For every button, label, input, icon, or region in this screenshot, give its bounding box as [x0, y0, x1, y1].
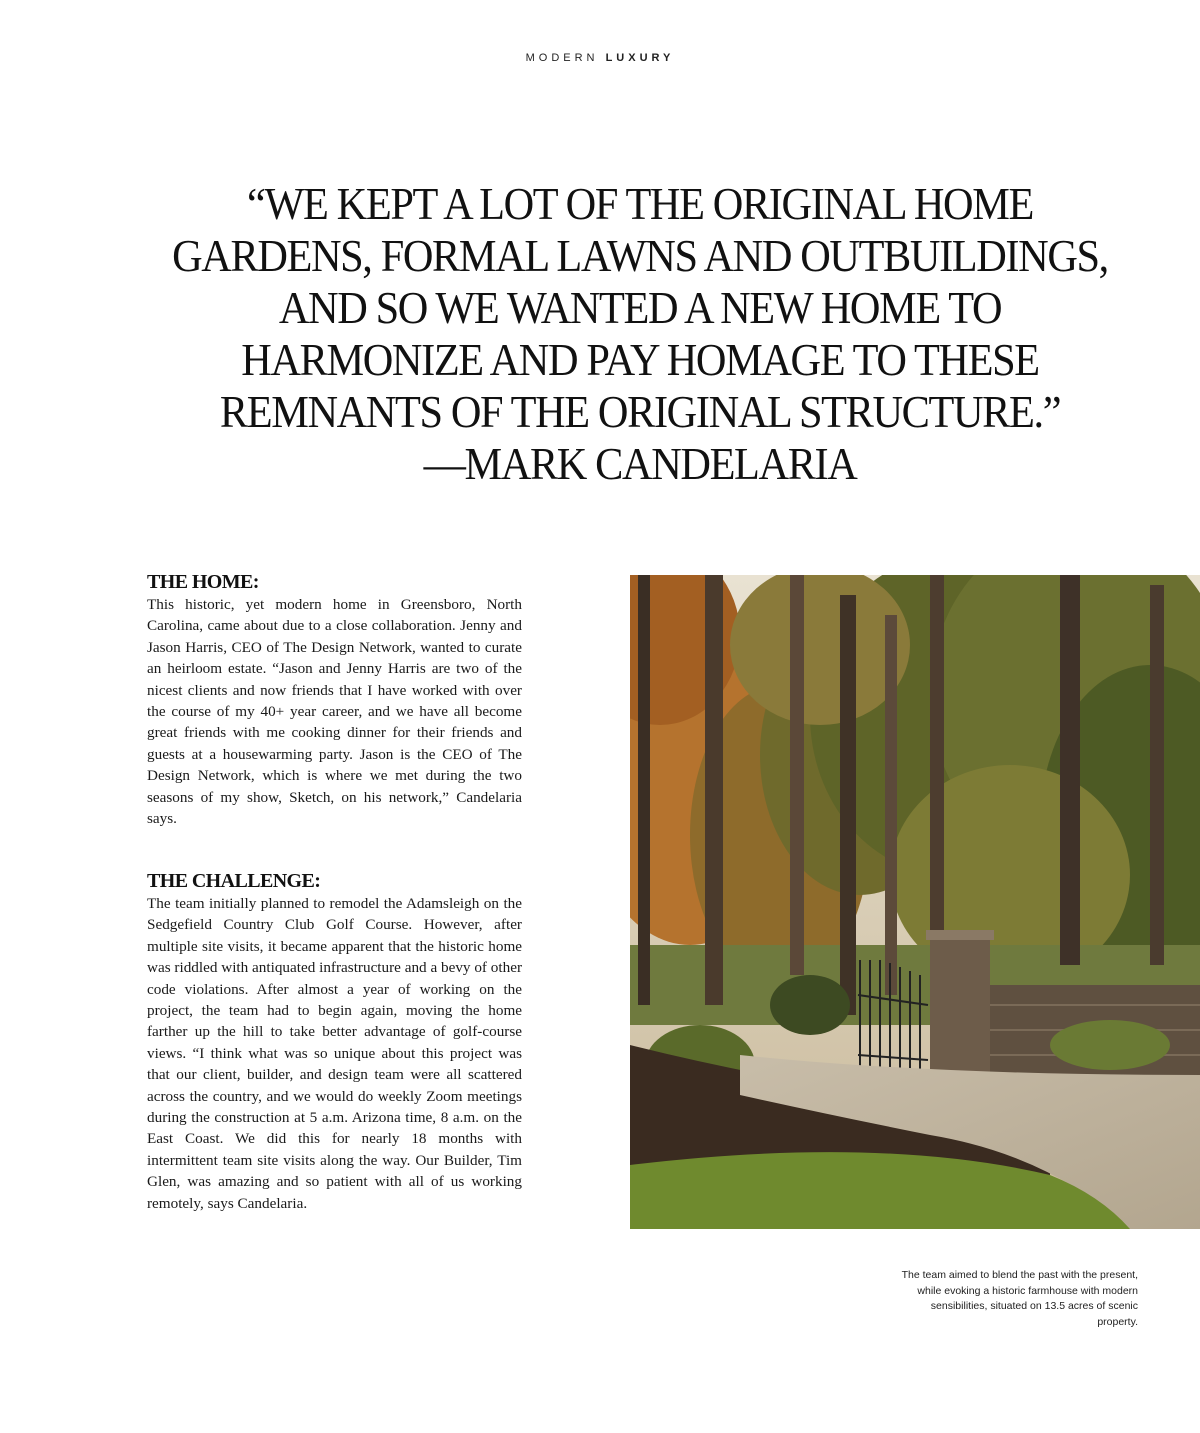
section-heading: THE HOME:: [147, 571, 259, 593]
section-heading: THE CHALLENGE:: [147, 870, 321, 892]
pull-quote-line: AND SO WE WANTED A NEW HOME TO: [278, 282, 1002, 333]
section-the-home: [147, 570, 522, 829]
pull-quote-attribution: —MARK CANDELARIA: [423, 438, 857, 489]
masthead-light: MODERN: [525, 52, 599, 64]
masthead-bold: LUXURY: [605, 52, 675, 64]
pull-quote-line: GARDENS, FORMAL LAWNS AND OUTBUILDINGS,: [172, 230, 1108, 281]
section-body: The team initially planned to remodel the Adamsleigh on the Sedgefield Country Club Golf Course. However, after multiple site visits, it became apparent that the historic home was riddled with antiquated infrastructure and a bevy of other code violations. After almost a year of working on the project, the team had to begin again, moving the home farther up the hill to take better advantage of golf-course views. “I think what was so unique about this project was that our client, builder, and design team were all scattered across the country, and we would do weekly Zoom meetings during the construction at 5 a.m. Arizona time, 8 a.m. on the East Coast. We did this for nearly 18 months with intermittent team site visits along the way. Our Builder, Tim Glen, was amazing and so patient with all of us working remotely, says Candelaria.: [147, 895, 522, 1212]
pull-quote: [162, 178, 1119, 490]
section-body: This historic, yet modern home in Greensboro, North Carolina, came about due to a close collaboration. Jenny and Jason Harris, CEO of The Design Network, wanted to curate an heirloom estate. “Jason and Jenny Harris are two of the nicest clients and now friends that I have worked with over the course of my 40+ year career, and we have all become great friends with me cooking dinner for their friends and guests at a housewarming party. Jason is the CEO of The Design Network, which is where we met during the two seasons of my show, Sketch, on his network,” Candelaria says.: [147, 596, 522, 828]
pull-quote-line: “WE KEPT A LOT OF THE ORIGINAL HOME: [247, 178, 1033, 229]
photo-caption: The team aimed to blend the past with the present, while evoking a historic farmhouse with modern sensibilities, situated on 13.5 acres of scenic property.: [901, 1269, 1138, 1328]
section-the-challenge: [147, 869, 522, 1214]
pull-quote-line: REMNANTS OF THE ORIGINAL STRUCTURE.”: [219, 386, 1061, 437]
pull-quote-line: HARMONIZE AND PAY HOMAGE TO THESE: [241, 334, 1039, 385]
magazine-masthead: [0, 52, 1200, 64]
estate-entrance-photo: [630, 575, 1200, 1229]
